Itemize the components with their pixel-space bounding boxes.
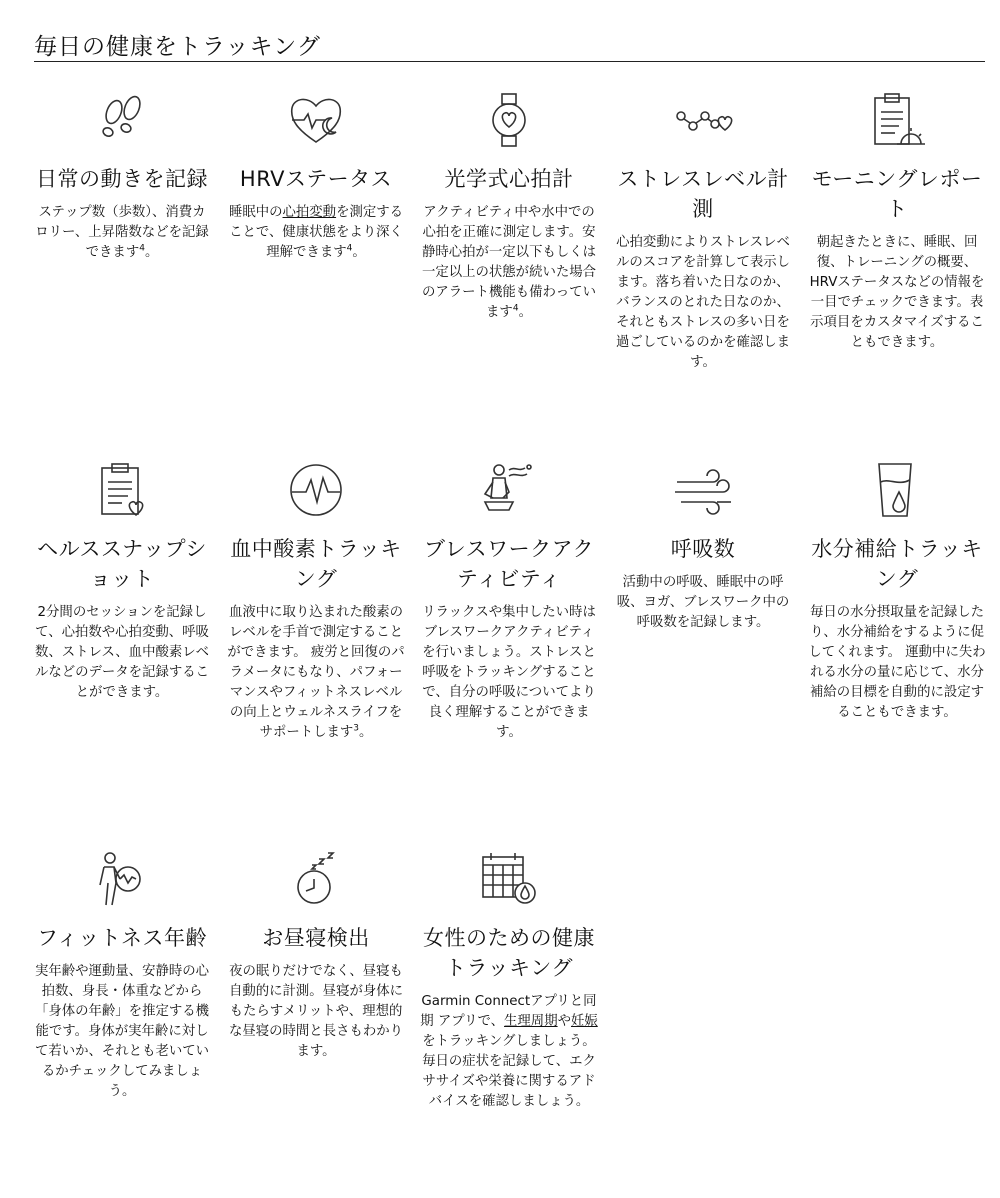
- feature-description: 毎日の水分摂取量を記録したり、水分補給をするように促してくれます。 運動中に失われる水分の量に応じて、水分補給の目標を自動的に設定することもできます。: [808, 605, 986, 720]
- feature-title: 日常の動きを記録: [36, 167, 208, 191]
- feature-card-hydration: [807, 462, 987, 723]
- stress-wave-icon: [673, 92, 733, 148]
- feature-title: モーニングレポート: [811, 167, 983, 221]
- feature-card-optical-hr: [419, 92, 599, 323]
- feature-title: ストレスレベル計測: [617, 167, 789, 221]
- feature-title: ヘルススナップショット: [37, 537, 207, 591]
- feature-description: 夜の眠りだけでなく、昼寝も自動的に計測。昼寝が身体にもたらすメリットや、理想的な昼寝の時間と長さもわかります。: [228, 964, 404, 1059]
- feature-title: 水分補給トラッキング: [811, 537, 983, 591]
- feature-description: 実年齢や運動量、安静時の心拍数、身長・体重などから「身体の年齢」を推定する機能です。身体が実年齢に対して若いか、それとも老いているかチェックしてみましょう。: [34, 964, 210, 1099]
- feature-card-stress: [613, 92, 793, 373]
- heart-moon-icon: [286, 92, 346, 148]
- feature-card-breathwork: [419, 462, 599, 743]
- feature-description: 心拍変動によりストレスレベルのスコアを計算して表示します。落ち着いた日なのか、バランスのとれた日なのか、それともストレスの多い日を過ごしているのかを確認します。: [615, 235, 791, 370]
- pregnancy-link[interactable]: 妊娠: [570, 1014, 598, 1029]
- feature-description: 朝起きたときに、睡眠、回復、トレーニングの概要、HRVステータスなどの情報を一目でチェックできます。表示項目をカスタマイズすることもできます。: [809, 235, 985, 350]
- page-title: 毎日の健康をトラッキング: [34, 34, 321, 60]
- feature-title: ブレスワークアクティビティ: [424, 537, 594, 591]
- hrv-link[interactable]: 心拍変動: [282, 205, 337, 220]
- feature-description: アクティビティ中や水中での心拍を正確に測定します。安静時心拍が一定以下もしくは一定以上の状態が続いた場合のアラート機能も備わっています$^4$。: [421, 205, 597, 320]
- feature-description: リラックスや集中したい時はブレスワークアクティビティを行いましょう。ストレスと呼吸をトラッキングすることで、自分の呼吸についてより良く理解することができます。: [422, 605, 596, 740]
- feature-card-womens-health: [419, 851, 599, 1112]
- feature-title: 光学式心拍計: [444, 167, 574, 191]
- feature-title: お昼寝検出: [262, 926, 370, 950]
- pulse-ox-icon: [286, 462, 346, 518]
- fitness-age-icon: [92, 851, 152, 907]
- clipboard-sunrise-icon: [867, 92, 927, 148]
- feature-card-nap-detection: [226, 851, 406, 1062]
- feature-title: フィットネス年齢: [36, 926, 208, 950]
- clipboard-heart-icon: [92, 462, 152, 518]
- feature-description: Garmin Connectアプリと同期 アプリで、生理周期や妊娠をトラッキングしましょう。毎日の症状を記録して、エクササイズや栄養に関するアドバイスを確認しましょう。: [420, 994, 598, 1109]
- feature-description: 2分間のセッションを記録して、心拍数や心拍変動、呼吸数、ストレス、血中酸素レベルなどのデータを記録することができます。: [34, 605, 210, 700]
- feature-card-pulse-ox: [226, 462, 406, 743]
- feature-description: ステップ数（歩数）、消費カロリー、上昇階数などを記録できます$^4$。: [35, 205, 209, 260]
- feature-title: HRVステータス: [239, 167, 393, 191]
- feature-card-hrv-status: [226, 92, 406, 263]
- feature-card-morning-report: [807, 92, 987, 353]
- menstrual-cycle-link[interactable]: 生理周期: [504, 1014, 558, 1029]
- feature-title: 血中酸素トラッキング: [230, 537, 402, 591]
- water-glass-icon: [867, 462, 927, 518]
- feature-title: 呼吸数: [670, 537, 736, 561]
- nap-clock-icon: [286, 851, 346, 907]
- footprints-icon: [92, 92, 152, 148]
- title-divider: [34, 61, 985, 62]
- feature-card-daily-activity: [32, 92, 212, 263]
- feature-description: 睡眠中の心拍変動を測定することで、健康状態をより深く理解できます$^4$。: [228, 205, 404, 260]
- feature-card-respiration: [613, 462, 793, 633]
- watch-heart-icon: [479, 92, 539, 148]
- feature-card-fitness-age: [32, 851, 212, 1102]
- feature-description: 活動中の呼吸、睡眠中の呼吸、ヨガ、ブレスワーク中の呼吸数を記録します。: [616, 575, 790, 630]
- meditation-icon: [479, 462, 539, 518]
- wind-icon: [673, 462, 733, 518]
- feature-card-health-snapshot: [32, 462, 212, 703]
- calendar-drop-icon: [479, 851, 539, 907]
- feature-description: 血液中に取り込まれた酸素のレベルを手首で測定することができます。 疲労と回復のパラメータにもなり、パフォーマンスやフィットネスレベルの向上とウェルネスライフをサポートします$^3$。: [227, 605, 405, 740]
- feature-title: 女性のための健康トラッキング: [423, 926, 595, 980]
